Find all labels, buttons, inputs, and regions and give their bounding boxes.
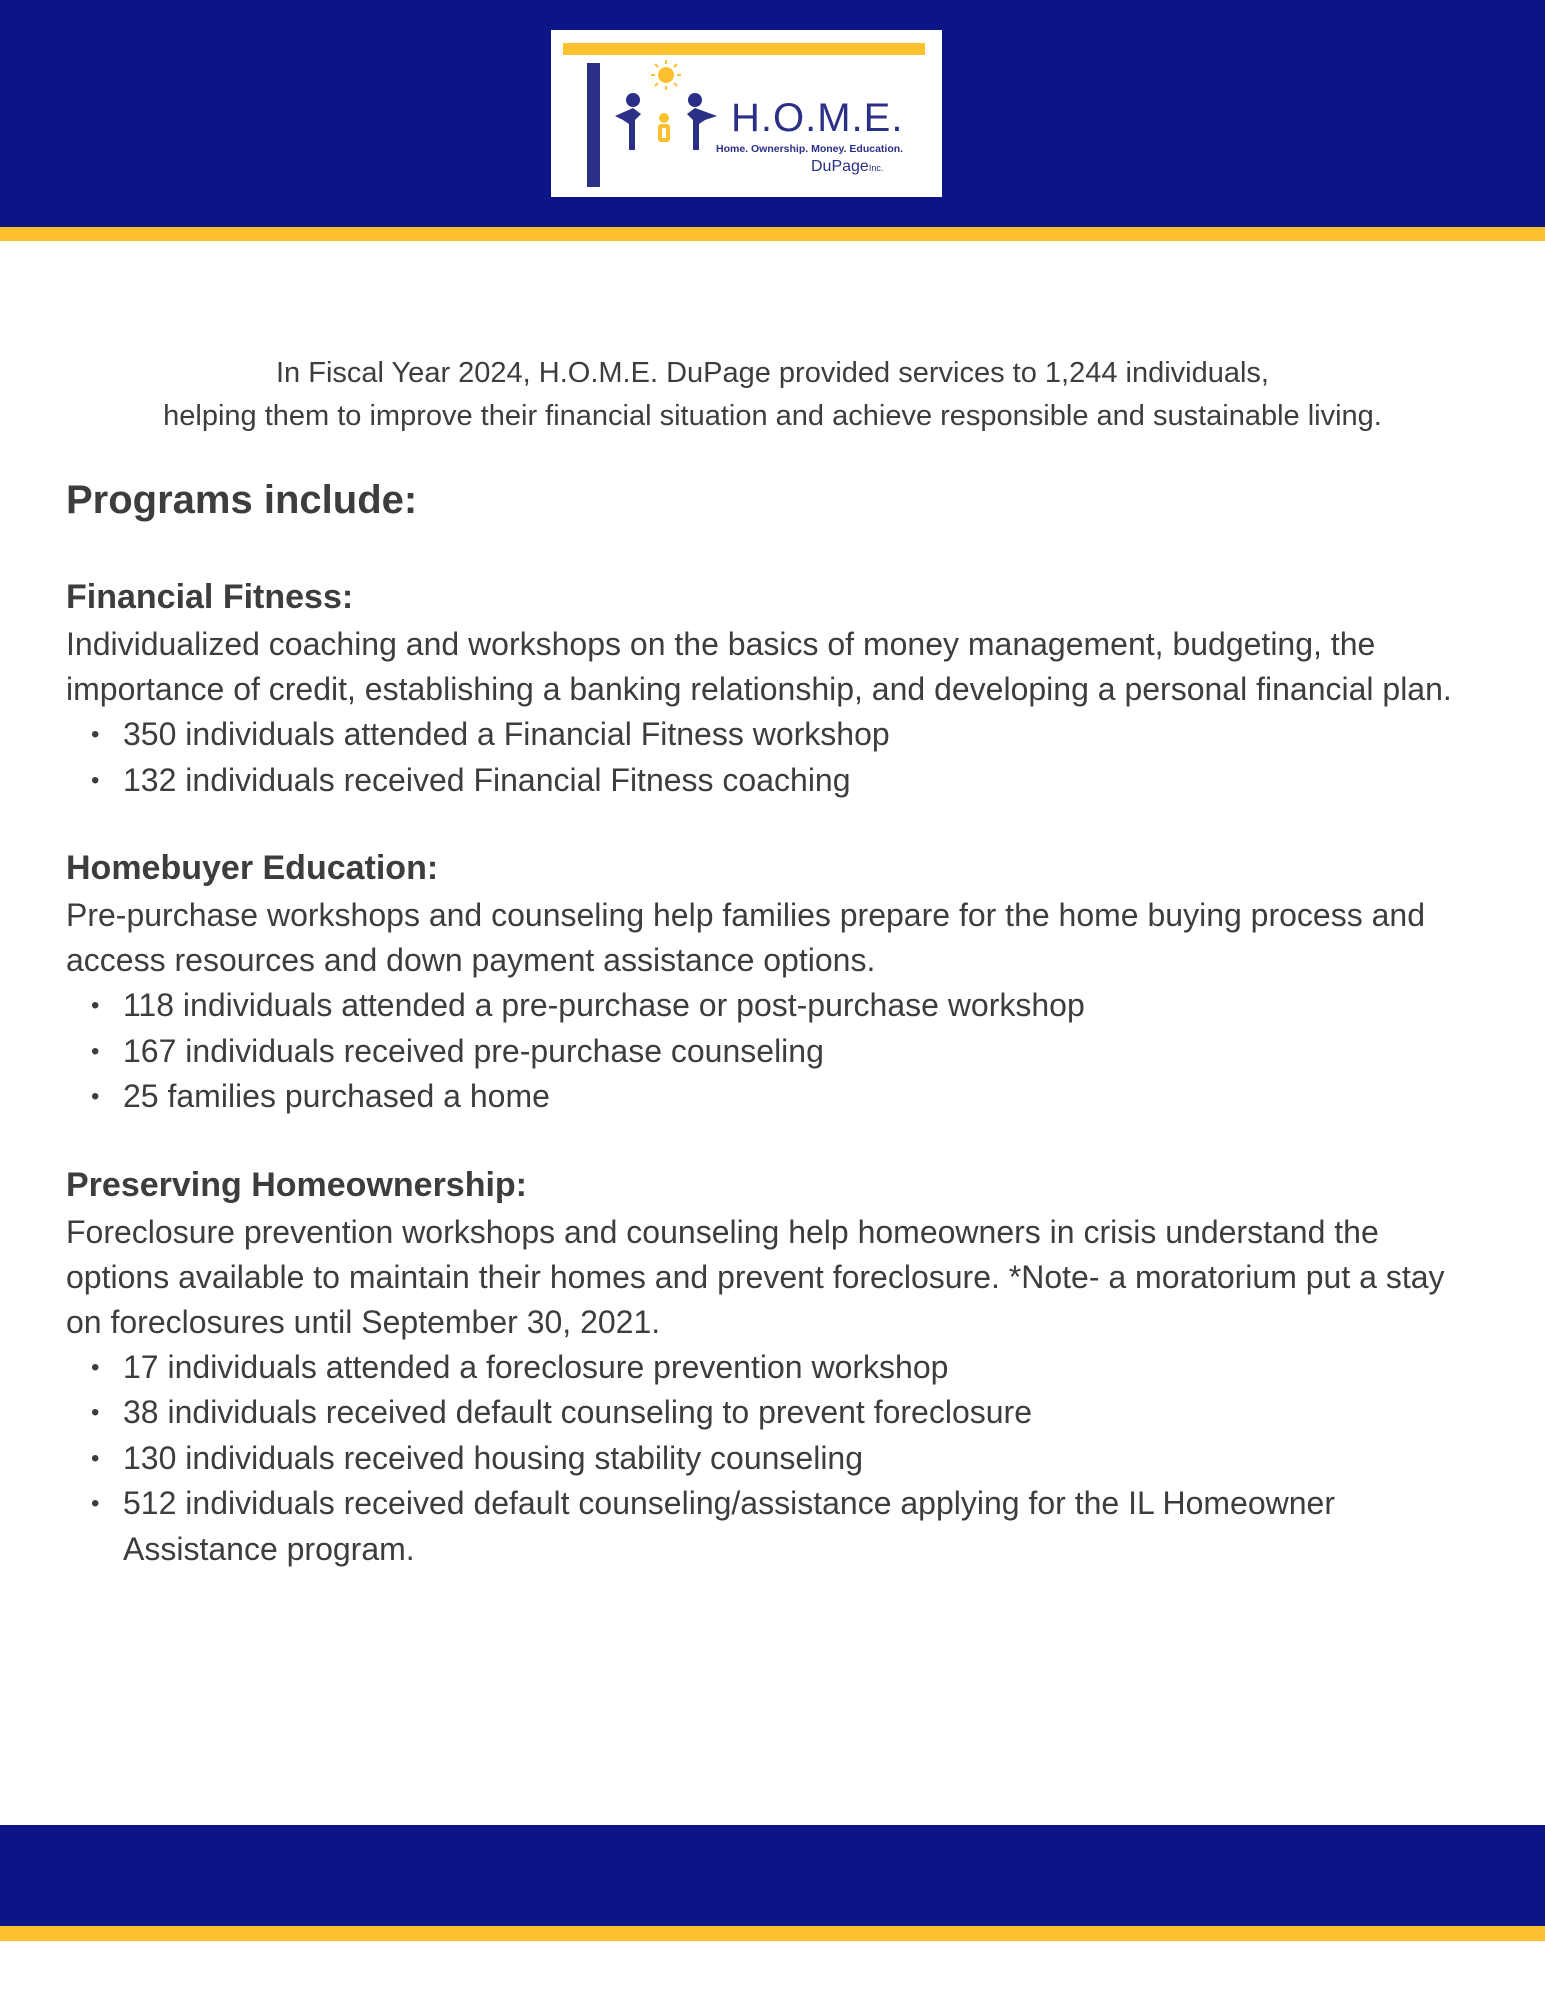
bullet-item: • 38 individuals received default counseling to prevent foreclosure	[66, 1390, 1486, 1436]
programs-content	[66, 470, 1486, 1572]
logo-subtitle-suffix: Inc.	[868, 163, 884, 173]
bullet-item: • 25 families purchased a home	[66, 1074, 1486, 1120]
logo	[551, 30, 942, 197]
logo-subtitle	[811, 158, 883, 176]
bullet-item: • 118 individuals attended a pre-purchase or post-purchase workshop	[66, 983, 1486, 1029]
logo-top-bar	[563, 43, 925, 55]
intro-line-1: In Fiscal Year 2024, H.O.M.E. DuPage provided services to 1,244 individuals,	[276, 357, 1269, 389]
bullet-item: • 17 individuals attended a foreclosure prevention workshop	[66, 1345, 1486, 1391]
section-description: Pre-purchase workshops and counseling help families prepare for the home buying process and access resources and down payment assistance options.	[66, 897, 1425, 978]
program-section-homebuyer-education	[66, 843, 1486, 1120]
section-bullet-list	[66, 1345, 1486, 1573]
section-heading: Homebuyer Education:	[66, 849, 439, 887]
intro-line-2: helping them to improve their financial situation and achieve responsible and sustainable living.	[163, 400, 1382, 432]
footer-band	[0, 1825, 1545, 1926]
program-section-financial-fitness	[66, 572, 1486, 803]
bullet-item: • 132 individuals received Financial Fitness coaching	[66, 758, 1486, 804]
bullet-item: • 167 individuals received pre-purchase counseling	[66, 1029, 1486, 1075]
intro-paragraph	[0, 352, 1545, 438]
logo-tagline: Home. Ownership. Money. Education.	[716, 143, 904, 155]
section-heading: Financial Fitness:	[66, 578, 354, 616]
logo-side-bar	[587, 63, 600, 187]
family-figures-icon	[611, 58, 721, 158]
section-description: Foreclosure prevention workshops and counseling help homeowners in crisis understand the options available to maintain their homes and prevent foreclosure. *Note- a moratorium put a stay on foreclosures until September 30, 2021.	[66, 1213, 1445, 1340]
logo-subtitle-text: DuPage	[811, 158, 869, 175]
bullet-item: • 130 individuals received housing stability counseling	[66, 1436, 1486, 1482]
program-section-preserving-homeownership	[66, 1160, 1486, 1573]
sun-icon	[651, 60, 681, 90]
bullet-item: • 512 individuals received default counseling/assistance applying for the IL Homeowner Assistance program.	[66, 1481, 1486, 1572]
section-description: Individualized coaching and workshops on the basics of money management, budgeting, the importance of credit, establishing a banking relationship, and developing a personal financial plan.	[66, 626, 1452, 707]
section-bullet-list	[66, 983, 1486, 1120]
footer-gold-stripe	[0, 1926, 1545, 1941]
section-bullet-list	[66, 712, 1486, 803]
logo-title: H.O.M.E.	[731, 96, 904, 140]
bullet-item: • 350 individuals attended a Financial Fitness workshop	[66, 712, 1486, 758]
header-gold-stripe	[0, 227, 1545, 241]
section-heading: Preserving Homeownership:	[66, 1165, 528, 1204]
programs-heading: Programs include:	[66, 478, 418, 522]
